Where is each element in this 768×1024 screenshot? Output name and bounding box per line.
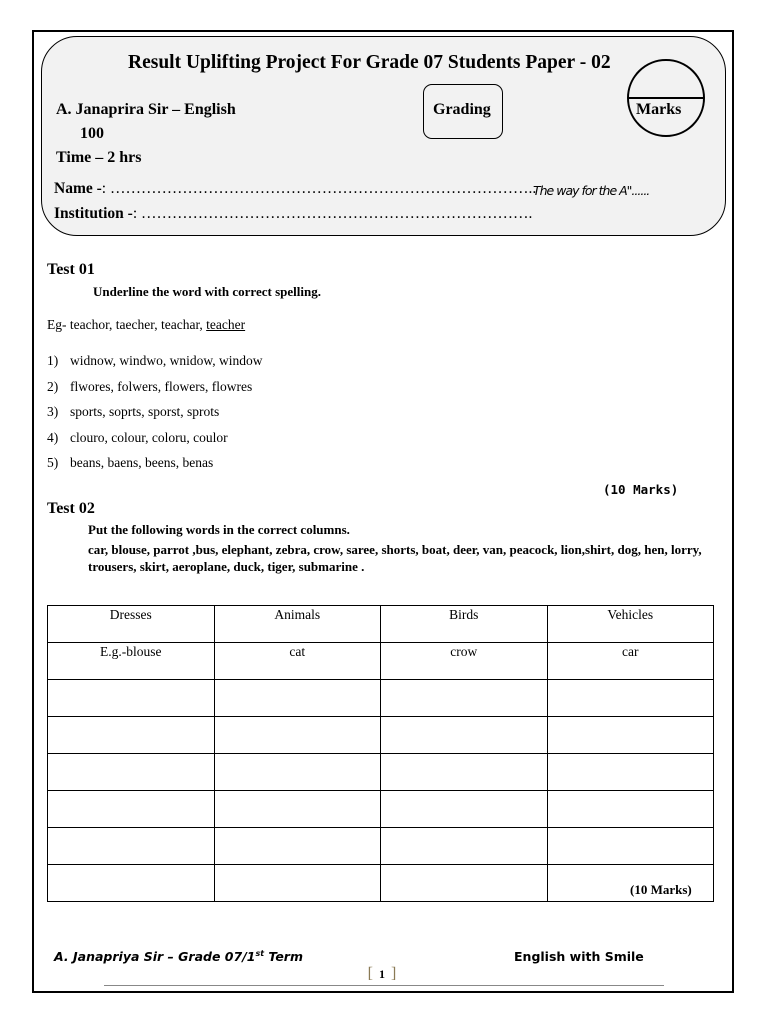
- left-bracket-icon: [: [367, 965, 373, 982]
- footer-left: [54, 949, 303, 964]
- table-row: [48, 865, 714, 902]
- answer-cell[interactable]: [48, 680, 215, 717]
- institution-dots: : ………………………………………………………………….: [132, 205, 533, 222]
- test02-instruction: Put the following words in the correct columns.: [88, 522, 350, 537]
- answer-cell[interactable]: [547, 828, 714, 865]
- test01-marks: (10 Marks): [603, 482, 679, 497]
- item-number: 4): [47, 429, 59, 445]
- answer-cell[interactable]: [48, 717, 215, 754]
- answer-cell[interactable]: [547, 717, 714, 754]
- footer-superscript: st: [255, 949, 265, 958]
- example-answer: teacher: [206, 317, 246, 332]
- name-label: Name -: [54, 180, 102, 197]
- answer-cell[interactable]: [48, 791, 215, 828]
- answer-cell[interactable]: [214, 680, 381, 717]
- table-example-row: [48, 643, 714, 680]
- answer-cell[interactable]: [381, 865, 548, 902]
- test01-example: [47, 317, 245, 333]
- answer-cell[interactable]: [547, 680, 714, 717]
- institution-label: Institution -: [54, 205, 133, 222]
- table-row: [48, 717, 714, 754]
- column-header-dresses: Dresses: [48, 606, 215, 643]
- name-dots: : ………………………………………………………………………..: [101, 180, 537, 197]
- spelling-list: [47, 353, 263, 481]
- marks-label: Marks: [636, 101, 682, 118]
- answer-cell[interactable]: [381, 791, 548, 828]
- answer-cell[interactable]: [214, 791, 381, 828]
- table-row: [48, 680, 714, 717]
- table-cell: E.g.-blouse: [48, 643, 215, 680]
- sorting-table: [47, 605, 714, 902]
- tagline: The way for the A"......: [533, 183, 650, 198]
- answer-cell[interactable]: [547, 791, 714, 828]
- footer-left-text: A. Janapriya Sir – Grade 07/1: [54, 949, 256, 965]
- table-cell: car: [547, 643, 714, 680]
- table-row: [48, 828, 714, 865]
- example-options: Eg- teachor, taecher, teachar,: [47, 317, 203, 332]
- footer-divider: [104, 985, 664, 986]
- item-number: 1): [47, 353, 59, 368]
- answer-cell[interactable]: [48, 828, 215, 865]
- table-cell: cat: [214, 643, 381, 680]
- spelling-item[interactable]: [47, 353, 263, 379]
- column-header-vehicles: Vehicles: [547, 606, 714, 643]
- marks-divider: [629, 97, 703, 99]
- footer-right: English with Smile: [514, 949, 644, 964]
- column-header-birds: Birds: [381, 606, 548, 643]
- test01-instruction: Underline the word with correct spelling.: [93, 284, 321, 299]
- right-bracket-icon: ]: [391, 965, 397, 982]
- test02-heading: Test 02: [47, 500, 95, 517]
- table-cell: crow: [381, 643, 548, 680]
- table-row: [48, 791, 714, 828]
- spelling-item[interactable]: [47, 404, 263, 430]
- footer-left-suffix: Term: [264, 949, 303, 965]
- time-allowed: Time – 2 hrs: [56, 149, 142, 166]
- spelling-item[interactable]: [47, 379, 263, 405]
- item-words: sports, soprts, sporst, sprots: [70, 404, 220, 419]
- answer-cell[interactable]: [381, 754, 548, 791]
- page-number-value: 1: [379, 967, 385, 981]
- answer-cell[interactable]: [381, 680, 548, 717]
- answer-cell[interactable]: [214, 717, 381, 754]
- name-field[interactable]: [54, 180, 536, 198]
- answer-cell[interactable]: [214, 865, 381, 902]
- answer-cell[interactable]: [214, 828, 381, 865]
- answer-cell[interactable]: [48, 754, 215, 791]
- answer-cell[interactable]: [547, 754, 714, 791]
- test01-heading: Test 01: [47, 261, 95, 278]
- test02-word-list: car, blouse, parrot ,bus, elephant, zebra, crow, saree, shorts, boat, deer, van, peacock, lion,shirt, dog, hen, lorry, trousers, skirt, aeroplane, duck, tiger, submarine .: [88, 542, 702, 574]
- answer-cell[interactable]: [381, 828, 548, 865]
- answer-cell[interactable]: [381, 717, 548, 754]
- page-number: [356, 965, 408, 983]
- item-number: 3): [47, 404, 59, 419]
- item-words: flwores, folwers, flowers, flowres: [70, 378, 253, 394]
- institution-field[interactable]: [54, 205, 532, 223]
- item-number: 5): [47, 455, 59, 470]
- teacher-name: A. Janaprira Sir – English: [56, 101, 236, 118]
- answer-cell[interactable]: [48, 865, 215, 902]
- item-words: beans, baens, beens, benas: [70, 455, 214, 470]
- column-header-animals: Animals: [214, 606, 381, 643]
- grading-label: Grading: [433, 101, 491, 118]
- table-row: [48, 754, 714, 791]
- answer-cell[interactable]: [214, 754, 381, 791]
- total-marks: 100: [80, 125, 104, 142]
- test02-marks: (10 Marks): [630, 882, 692, 897]
- spelling-item[interactable]: [47, 455, 263, 481]
- item-words: widnow, windwo, wnidow, window: [70, 353, 263, 368]
- table-header-row: [48, 606, 714, 643]
- spelling-item[interactable]: [47, 430, 263, 456]
- paper-title: Result Uplifting Project For Grade 07 Students Paper - 02: [128, 52, 611, 73]
- item-number: 2): [47, 378, 59, 394]
- item-words: clouro, colour, coloru, coulor: [70, 429, 228, 445]
